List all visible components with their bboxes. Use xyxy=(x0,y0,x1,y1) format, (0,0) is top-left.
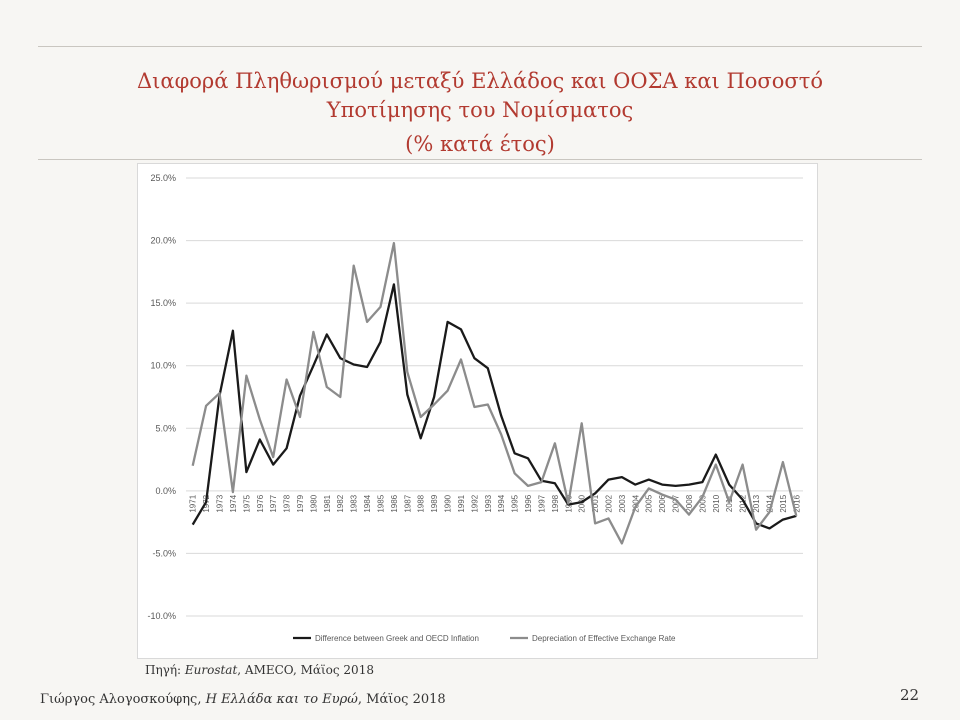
x-tick-label: 2002 xyxy=(604,494,614,513)
x-tick-label: 1972 xyxy=(202,494,212,513)
x-tick-label: 1971 xyxy=(188,494,198,513)
x-tick-label: 1998 xyxy=(550,494,560,513)
slide-title-line2: Υποτίμησης του Νομίσματος xyxy=(326,98,634,122)
y-tick-label: 0.0% xyxy=(155,485,176,496)
x-tick-label: 1978 xyxy=(282,494,292,513)
line-chart xyxy=(138,164,817,658)
y-tick-label: 15.0% xyxy=(150,298,176,309)
x-tick-label: 2015 xyxy=(778,494,788,513)
x-tick-label: 2013 xyxy=(752,494,762,513)
y-tick-label: 10.0% xyxy=(150,360,176,371)
x-tick-label: 2005 xyxy=(644,494,654,513)
source-rest: , AMECO, Μάϊος 2018 xyxy=(237,663,374,677)
x-tick-label: 1990 xyxy=(443,494,453,513)
x-tick-label: 1986 xyxy=(389,494,399,513)
footer-author: Γιώργος Αλογοσκούφης, xyxy=(40,692,206,707)
x-tick-label: 1981 xyxy=(322,494,332,513)
x-tick-label: 2011 xyxy=(725,494,735,513)
title-rule xyxy=(38,159,922,160)
x-tick-label: 2003 xyxy=(617,494,627,513)
x-tick-label: 2000 xyxy=(577,494,587,513)
x-tick-label: 1982 xyxy=(336,494,346,513)
x-tick-label: 1980 xyxy=(309,494,319,513)
x-tick-label: 1983 xyxy=(349,494,359,513)
slide-title-line3: (% κατά έτος) xyxy=(405,132,555,156)
page-number: 22 xyxy=(900,686,920,704)
x-tick-label: 2004 xyxy=(631,494,641,513)
source-prefix: Πηγή: xyxy=(145,663,185,677)
source-italic: Eurostat xyxy=(184,663,238,677)
x-tick-label: 1974 xyxy=(228,494,238,513)
x-tick-label: 1994 xyxy=(497,494,507,513)
chart-area xyxy=(137,163,818,659)
x-tick-label: 2010 xyxy=(711,494,721,513)
x-tick-label: 1989 xyxy=(430,494,440,513)
x-tick-label: 1993 xyxy=(483,494,493,513)
x-tick-label: 2007 xyxy=(671,494,681,513)
x-tick-label: 1975 xyxy=(242,494,252,513)
x-tick-label: 1976 xyxy=(255,494,265,513)
x-tick-label: 2008 xyxy=(684,494,694,513)
x-tick-label: 1977 xyxy=(269,494,279,513)
y-tick-label: -10.0% xyxy=(147,611,176,621)
x-tick-label: 1991 xyxy=(456,494,466,513)
source-note xyxy=(145,663,374,677)
x-tick-label: 2009 xyxy=(698,494,708,513)
footer-italic: Η Ελλάδα και το Ευρώ xyxy=(205,692,358,707)
x-tick-label: 1984 xyxy=(363,494,373,513)
y-tick-label: -5.0% xyxy=(152,548,176,559)
x-tick-label: 1987 xyxy=(403,494,413,513)
y-tick-label: 25.0% xyxy=(150,173,176,183)
slide-title-line1: Διαφορά Πληθωρισμού μεταξύ Ελλάδος και ΟΟΣΑ και Ποσοστό xyxy=(136,69,824,93)
x-tick-label: 1988 xyxy=(416,494,426,513)
x-tick-label: 2001 xyxy=(591,494,601,513)
x-tick-label: 2016 xyxy=(792,494,802,513)
legend-label: Difference between Greek and OECD Inflation xyxy=(315,634,479,643)
x-tick-label: 1992 xyxy=(470,494,480,513)
x-tick-label: 1985 xyxy=(376,494,386,513)
x-tick-label: 2006 xyxy=(658,494,668,513)
y-tick-label: 5.0% xyxy=(155,423,176,434)
legend-label: Depreciation of Effective Exchange Rate xyxy=(532,634,676,643)
x-tick-label: 2012 xyxy=(738,494,748,513)
x-tick-label: 1999 xyxy=(564,494,574,513)
footer-citation xyxy=(40,692,446,707)
x-tick-label: 2014 xyxy=(765,494,775,513)
y-tick-label: 20.0% xyxy=(150,235,176,246)
x-tick-label: 1997 xyxy=(537,494,547,513)
x-tick-label: 1979 xyxy=(296,494,306,513)
x-tick-label: 1973 xyxy=(215,494,225,513)
x-tick-label: 1996 xyxy=(524,494,534,513)
top-rule xyxy=(38,46,922,47)
footer-rest: , Μάϊος 2018 xyxy=(357,692,446,707)
x-tick-label: 1995 xyxy=(510,494,520,513)
